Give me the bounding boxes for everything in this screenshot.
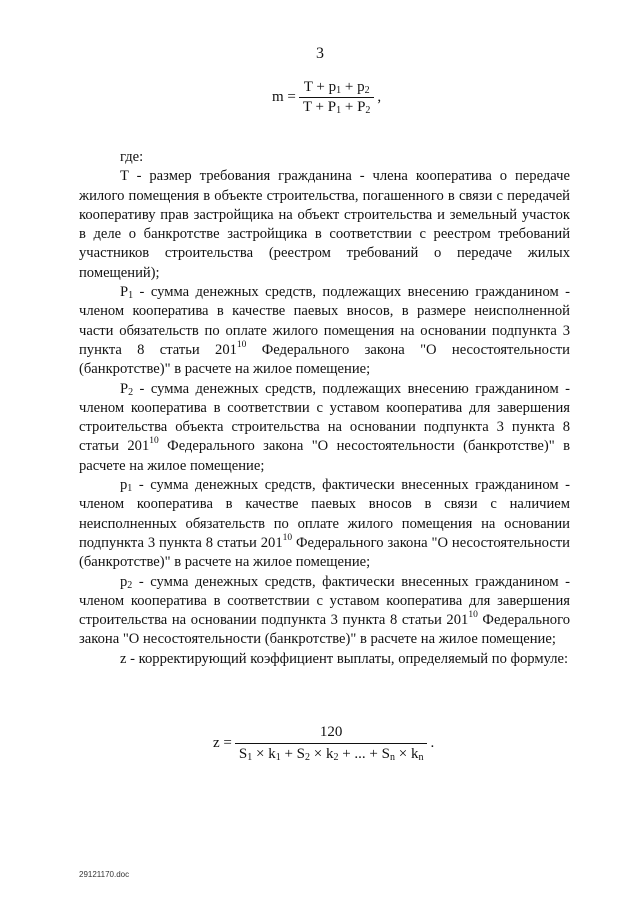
article-superscript: 10 [468,610,478,621]
definition-symbol: $P_2$ [120,380,134,398]
definitions-body [79,148,570,669]
formula-z-trailing: . [430,735,435,751]
article-superscript: 10 [282,532,293,543]
definition-symbol: $p_1$ [120,477,133,495]
definition-symbol: $p_2$ [120,573,133,591]
formula-z-lhs: z = [213,735,232,751]
formula-z-numerator: 120 [319,724,343,740]
formula-z-fraction [235,724,428,763]
definition-z: z - корректирующий коэффициент выплаты, определяемый по формуле: [120,650,569,667]
definition-symbol: z [120,650,127,667]
formula-z-denominator-rendered: $S_1 \times k_1 + S_2 \times k_2$ + ... + $S_n \times k_n$ [238,746,424,763]
definition-t: T - размер требования гражданина - члена кооператива о передаче жилого помещения в объекте строительства, погашенного в связи с передачей кооперативу прав застройщика на объект строительства и земельный участок в деле о банкротстве застройщика в соответствии с реестром требований участников строительства (реестром требований о передаче жилых помещений); [79,168,570,281]
definition-p1: $p_1$ - сумма денежных средств, фактически внесенных гражданином - членом кооператива в качестве паевых вносов в связи с наличием неисполненных обязательств по оплате жилого помещения на основании подпункта 3 пункта 8 статьи $201^{10}$ Федерального закона "О несостоятельности (банкротстве)" в расчете на жилое помещение; [79,477,570,571]
definition-p1-upper: $P_1$ - сумма денежных средств, подлежащих внесению гражданином - членом кооператива в качестве паевых вносов, в размере неисполненной части обязательств по оплате жилого помещения на основании подпункта 3 пункта 8 статьи $201^{10}$ Федерального закона "О несостоятельности (банкротстве)" в расчете на жилое помещение; [79,284,570,378]
formula-m-fraction [299,79,375,116]
formula-m-denominator [299,97,375,116]
formula-m-numerator-rendered: $T + p_1 + p_2$ [303,79,370,96]
definitions-list [79,167,570,669]
formula-m-denominator-rendered: $T + P_1 + P_2$ [302,99,371,116]
definition-p2-upper: $P_2$ - сумма денежных средств, подлежащих внесению гражданином - членом кооператива в соответствии с уставом кооператива для завершения строительства объекта строительства на основании подпункта 3 пункта 8 статьи $201^{10}$ Федерального закона "О несостоятельности (банкротстве)" в расчете на жилое помещение; [79,380,570,474]
article-superscript: 10 [149,436,159,447]
formula-m [272,79,381,116]
formula-m-numerator [300,79,374,97]
footer-filename: 29121170.doc [79,870,130,879]
formula-m-lhs: m = [272,89,296,105]
definition-p2: $p_2$ - сумма денежных средств, фактически внесенных гражданином - членом кооператива в соответствии с уставом кооператива для завершения строительства на основании подпункта 3 пункта 8 статьи $201^{10}$ Федерального закона "О несостоятельности (банкротстве)" в расчете на жилое помещение; [79,573,570,648]
definition-symbol: $P_1$ [120,284,134,302]
page-number: 3 [316,45,324,62]
formula-z [213,724,434,763]
where-label: где: [120,149,144,165]
formula-m-trailing: , [377,89,382,105]
formula-z-denominator [235,743,428,763]
definition-symbol: T [120,168,129,185]
article-superscript: 10 [236,339,247,350]
